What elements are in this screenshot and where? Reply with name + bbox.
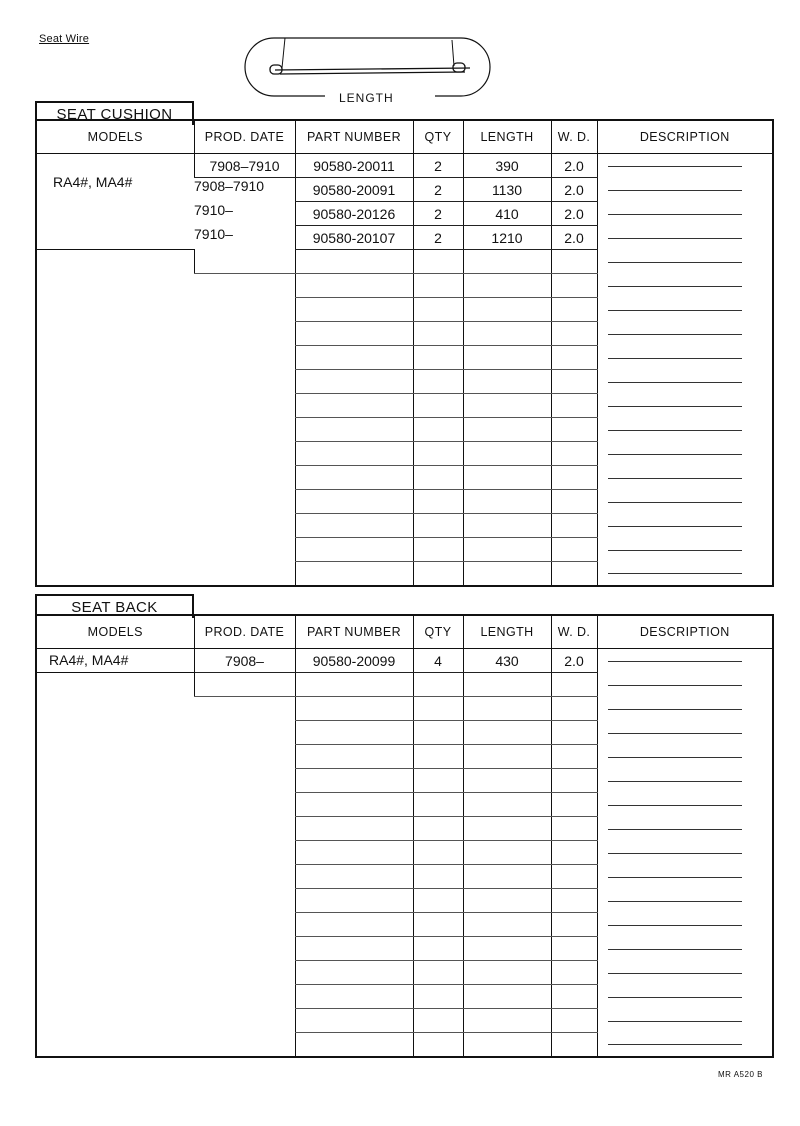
col-prod-date: PROD. DATE — [194, 615, 295, 649]
models-cell-empty — [36, 250, 194, 587]
page-title: Seat Wire — [39, 33, 90, 45]
length-cell: 390 — [463, 154, 551, 178]
table-header-row — [36, 615, 773, 649]
models-cell — [36, 154, 194, 250]
length-cell: 410 — [463, 202, 551, 226]
description-cell — [597, 226, 773, 250]
models-cell — [36, 649, 194, 673]
col-qty: QTY — [413, 120, 463, 154]
part-number-cell: 90580-20107 — [295, 226, 413, 250]
prod-date-cell: 7908–7910 — [194, 178, 265, 194]
part-number-cell: 90580-20126 — [295, 202, 413, 226]
description-cell — [597, 178, 773, 202]
footer-code: MR A520 B — [718, 1070, 763, 1079]
col-wd: W. D. — [551, 120, 597, 154]
models-text: RA4#, MA4# — [53, 174, 133, 190]
description-cell — [597, 154, 773, 178]
blank-row — [36, 250, 773, 274]
seat-back-title: SEAT BACK — [35, 594, 194, 618]
table-row — [36, 154, 773, 178]
part-number-cell: 90580-20091 — [295, 178, 413, 202]
col-qty: QTY — [413, 615, 463, 649]
wd-cell: 2.0 — [551, 178, 597, 202]
qty-cell: 2 — [413, 226, 463, 250]
seat-cushion-table — [35, 119, 774, 587]
seat-cushion-title: SEAT CUSHION — [35, 101, 194, 125]
part-number-cell: 90580-20099 — [295, 649, 413, 673]
seat-back-table — [35, 614, 774, 1058]
col-models: MODELS — [36, 120, 194, 154]
table-header-row — [36, 120, 773, 154]
table-row — [36, 649, 773, 673]
col-part-number: PART NUMBER — [295, 120, 413, 154]
wd-cell: 2.0 — [551, 226, 597, 250]
prod-date-cell: 7908–7910 — [194, 154, 295, 178]
col-length: LENGTH — [463, 615, 551, 649]
col-part-number: PART NUMBER — [295, 615, 413, 649]
part-number-cell: 90580-20011 — [295, 154, 413, 178]
wd-cell: 2.0 — [551, 202, 597, 226]
col-description: DESCRIPTION — [597, 615, 773, 649]
wd-cell: 2.0 — [551, 649, 597, 673]
qty-cell: 2 — [413, 202, 463, 226]
col-prod-date: PROD. DATE — [194, 120, 295, 154]
prod-date-cell: 7910– — [194, 201, 233, 218]
length-cell: 1130 — [463, 178, 551, 202]
col-length: LENGTH — [463, 120, 551, 154]
models-cell-empty — [36, 673, 194, 1058]
prod-date-cell: 7908– — [194, 649, 295, 673]
blank-row — [36, 673, 773, 697]
length-cell: 430 — [463, 649, 551, 673]
qty-cell: 2 — [413, 154, 463, 178]
col-description: DESCRIPTION — [597, 120, 773, 154]
qty-cell: 2 — [413, 178, 463, 202]
col-models: MODELS — [36, 615, 194, 649]
length-label: LENGTH — [339, 91, 394, 105]
length-cell: 1210 — [463, 226, 551, 250]
wd-cell: 2.0 — [551, 154, 597, 178]
col-wd: W. D. — [551, 615, 597, 649]
description-cell — [597, 649, 773, 673]
description-cell — [597, 202, 773, 226]
models-text: RA4#, MA4# — [49, 652, 129, 668]
prod-date-cell: 7910– — [194, 225, 233, 242]
qty-cell: 4 — [413, 649, 463, 673]
